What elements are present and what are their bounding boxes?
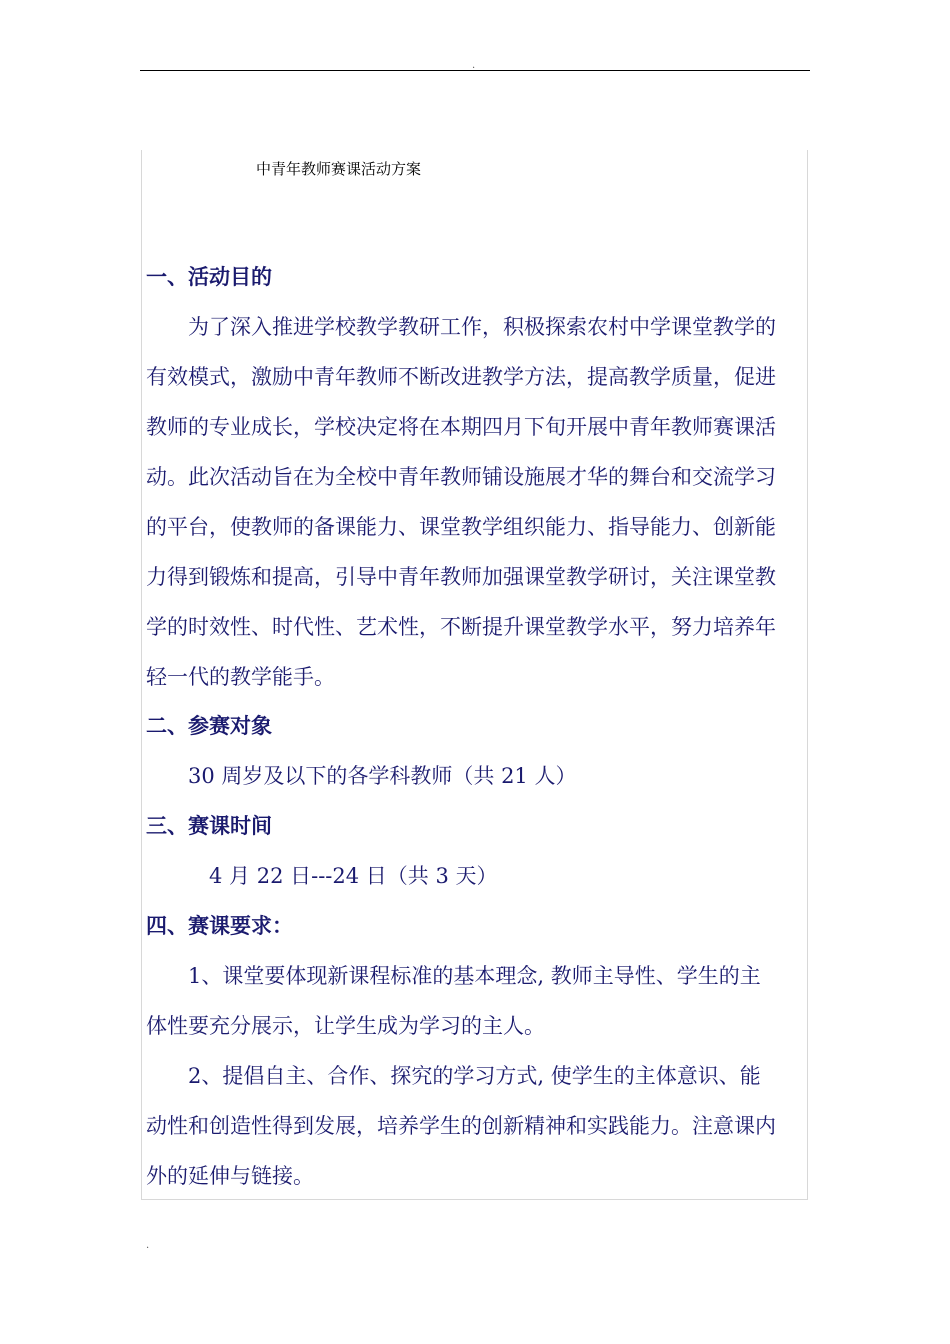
paragraph-line: 动。此次活动旨在为全校中青年教师铺设施展才华的舞台和交流学习 bbox=[146, 465, 776, 489]
paragraph-line: 轻一代的教学能手。 bbox=[146, 665, 335, 689]
document-title: 中青年教师赛课活动方案 bbox=[256, 160, 422, 178]
paragraph-line: 2、提倡自主、合作、探究的学习方式, 使学生的主体意识、能 bbox=[146, 1064, 761, 1088]
paragraph-line: 外的延伸与链接。 bbox=[146, 1164, 314, 1188]
paragraph-line: 力得到锻炼和提高，引导中青年教师加强课堂教学研讨，关注课堂教 bbox=[146, 565, 776, 589]
section-heading-requirements: 四、赛课要求： bbox=[146, 914, 293, 938]
paragraph-line: 动性和创造性得到发展，培养学生的创新精神和实践能力。注意课内 bbox=[146, 1114, 776, 1138]
section-body-requirements bbox=[146, 951, 814, 1201]
paragraph-line: 教师的专业成长，学校决定将在本期四月下旬开展中青年教师赛课活 bbox=[146, 415, 776, 439]
paragraph-line: 的平台，使教师的备课能力、课堂教学组织能力、指导能力、创新能 bbox=[146, 515, 776, 539]
paragraph-line: 有效模式，激励中青年教师不断改进教学方法，提高教学质量，促进 bbox=[146, 365, 776, 389]
section-body-purpose bbox=[146, 302, 814, 702]
section-body-participants bbox=[146, 751, 814, 801]
section-body-time bbox=[146, 851, 814, 901]
footer-dot: . bbox=[146, 1240, 150, 1251]
paragraph-line: 学的时效性、时代性、艺术性，不断提升课堂教学水平，努力培养年 bbox=[146, 615, 776, 639]
header-rule bbox=[140, 70, 810, 71]
paragraph-line: 4 月 22 日---24 日（共 3 天） bbox=[146, 864, 498, 888]
paragraph-line: 体性要充分展示，让学生成为学习的主人。 bbox=[146, 1014, 545, 1038]
section-heading-time: 三、赛课时间 bbox=[146, 814, 272, 838]
section-heading-purpose: 一、活动目的 bbox=[146, 265, 272, 289]
paragraph-line: 为了深入推进学校教学教研工作，积极探索农村中学课堂教学的 bbox=[146, 315, 776, 339]
section-heading-participants: 二、参赛对象 bbox=[146, 714, 272, 738]
paragraph-line: 30 周岁及以下的各学科教师（共 21 人） bbox=[146, 764, 577, 788]
header-dot: . bbox=[472, 60, 476, 71]
paragraph-line: 1、课堂要体现新课程标准的基本理念, 教师主导性、学生的主 bbox=[146, 964, 761, 988]
